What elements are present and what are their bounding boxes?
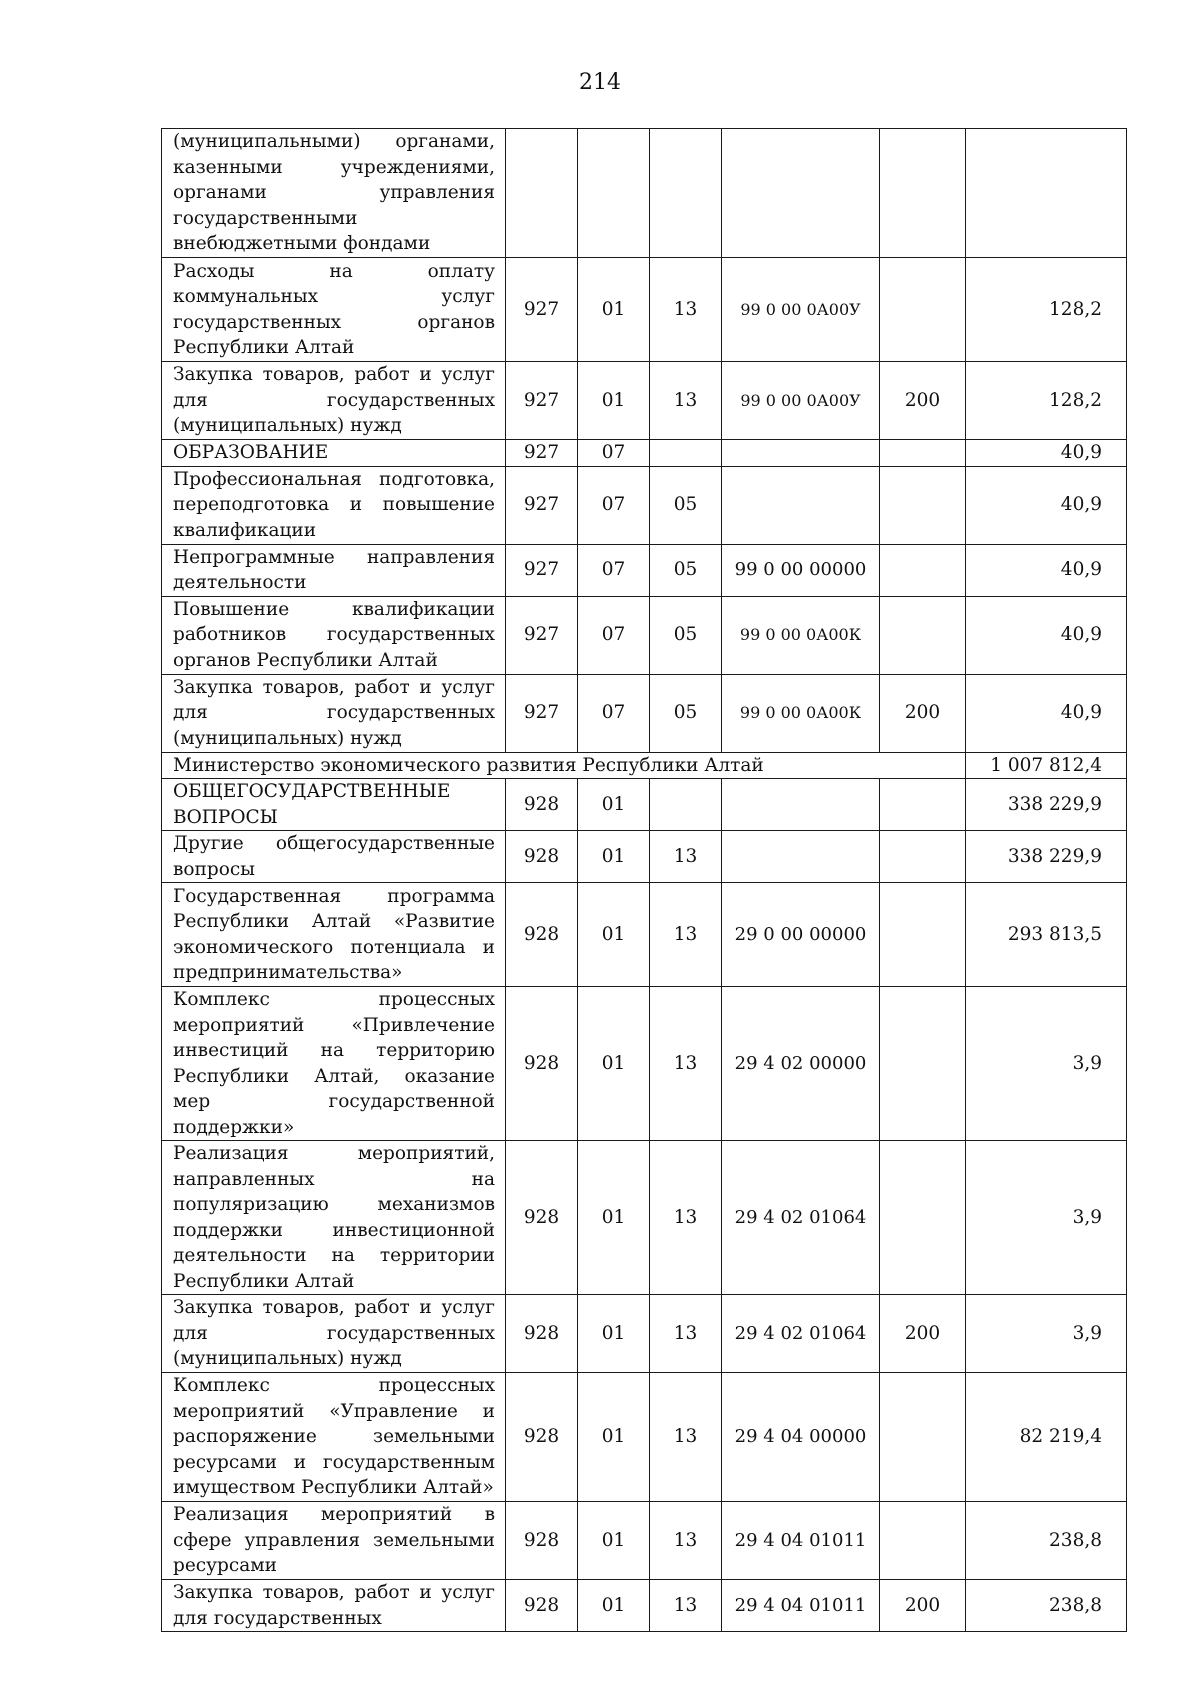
table-row xyxy=(162,596,1127,674)
cell-grbs: 928 xyxy=(506,831,578,883)
cell-name: Закупка товаров, работ и услуг для государственных (муниципальных) нужд xyxy=(162,674,506,752)
cell-name: Министерство экономического развития Республики Алтай xyxy=(162,752,966,779)
cell-csr: 29 4 02 01064 xyxy=(722,1295,880,1373)
cell-name: Комплекс процессных мероприятий «Управление и распоряжение земельными ресурсами и государственным имуществом Республики Алтай» xyxy=(162,1373,506,1502)
cell-name: Непрограммные направления деятельности xyxy=(162,544,506,596)
cell-pr: 13 xyxy=(650,258,722,362)
cell-csr: 99 0 00 00000 xyxy=(722,544,880,596)
cell-sum: 40,9 xyxy=(966,596,1127,674)
cell-name: Реализация мероприятий в сфере управления земельными ресурсами xyxy=(162,1502,506,1580)
cell-name: (муниципальными) органами, казенными учреждениями, органами управления государственными внебюджетными фондами xyxy=(162,129,506,258)
table-row xyxy=(162,779,1127,831)
cell-rz: 07 xyxy=(578,674,650,752)
cell-grbs: 928 xyxy=(506,883,578,987)
cell-pr: 13 xyxy=(650,1502,722,1580)
cell-csr: 29 4 04 01011 xyxy=(722,1502,880,1580)
cell-grbs: 928 xyxy=(506,1373,578,1502)
cell-csr: 29 4 04 00000 xyxy=(722,1373,880,1502)
cell-sum: 40,9 xyxy=(966,466,1127,544)
cell-sum: 238,8 xyxy=(966,1580,1127,1632)
cell-sum: 338 229,9 xyxy=(966,831,1127,883)
cell-grbs: 928 xyxy=(506,987,578,1141)
cell-rz: 01 xyxy=(578,258,650,362)
cell-rz: 01 xyxy=(578,831,650,883)
cell-rz: 07 xyxy=(578,544,650,596)
cell-grbs xyxy=(506,129,578,258)
table-row xyxy=(162,752,1127,779)
cell-name: Другие общегосударственные вопросы xyxy=(162,831,506,883)
cell-sum: 128,2 xyxy=(966,362,1127,440)
cell-pr xyxy=(650,440,722,467)
cell-sum: 40,9 xyxy=(966,440,1127,467)
table-row xyxy=(162,1502,1127,1580)
table-row xyxy=(162,129,1127,258)
cell-csr: 29 4 02 00000 xyxy=(722,987,880,1141)
cell-sum: 3,9 xyxy=(966,987,1127,1141)
cell-name: Реализация мероприятий, направленных на популяризацию механизмов поддержки инвестиционной деятельности на территории Республики Алтай xyxy=(162,1141,506,1295)
page-number: 214 xyxy=(579,70,621,95)
cell-vr: 200 xyxy=(880,1580,966,1632)
cell-csr: 99 0 00 0А00У xyxy=(722,258,880,362)
cell-rz: 01 xyxy=(578,1373,650,1502)
cell-name: Закупка товаров, работ и услуг для государственных (муниципальных) нужд xyxy=(162,1295,506,1373)
cell-grbs: 927 xyxy=(506,466,578,544)
cell-pr: 05 xyxy=(650,544,722,596)
cell-vr xyxy=(880,779,966,831)
cell-grbs: 928 xyxy=(506,1295,578,1373)
table-row xyxy=(162,674,1127,752)
cell-pr: 05 xyxy=(650,596,722,674)
table-row xyxy=(162,1295,1127,1373)
cell-grbs: 927 xyxy=(506,258,578,362)
table-row xyxy=(162,258,1127,362)
cell-rz: 01 xyxy=(578,1295,650,1373)
budget-table xyxy=(161,128,1127,1632)
cell-sum: 293 813,5 xyxy=(966,883,1127,987)
cell-rz xyxy=(578,129,650,258)
cell-vr xyxy=(880,440,966,467)
table-row xyxy=(162,362,1127,440)
cell-rz: 07 xyxy=(578,466,650,544)
cell-csr: 29 4 04 01011 xyxy=(722,1580,880,1632)
cell-pr xyxy=(650,129,722,258)
cell-grbs: 927 xyxy=(506,596,578,674)
cell-vr: 200 xyxy=(880,362,966,440)
cell-grbs: 928 xyxy=(506,1502,578,1580)
cell-name: Комплекс процессных мероприятий «Привлечение инвестиций на территорию Республики Алтай, оказание мер государственной поддержки» xyxy=(162,987,506,1141)
cell-name: Профессиональная подготовка, переподготовка и повышение квалификации xyxy=(162,466,506,544)
cell-vr xyxy=(880,831,966,883)
cell-pr: 13 xyxy=(650,1580,722,1632)
cell-vr: 200 xyxy=(880,1295,966,1373)
cell-vr xyxy=(880,883,966,987)
cell-rz: 01 xyxy=(578,987,650,1141)
cell-rz: 01 xyxy=(578,1141,650,1295)
budget-table-body xyxy=(162,129,1127,1632)
table-row xyxy=(162,1373,1127,1502)
table-row xyxy=(162,831,1127,883)
cell-pr xyxy=(650,779,722,831)
cell-sum: 40,9 xyxy=(966,544,1127,596)
cell-sum: 40,9 xyxy=(966,674,1127,752)
table-row xyxy=(162,544,1127,596)
cell-csr xyxy=(722,440,880,467)
cell-csr xyxy=(722,466,880,544)
cell-vr xyxy=(880,1141,966,1295)
cell-pr: 05 xyxy=(650,466,722,544)
cell-vr xyxy=(880,1373,966,1502)
cell-csr: 99 0 00 0А00У xyxy=(722,362,880,440)
cell-name: Повышение квалификации работников государственных органов Республики Алтай xyxy=(162,596,506,674)
table-row xyxy=(162,466,1127,544)
cell-csr xyxy=(722,831,880,883)
cell-pr: 13 xyxy=(650,883,722,987)
cell-sum xyxy=(966,129,1127,258)
cell-grbs: 928 xyxy=(506,1141,578,1295)
cell-rz: 01 xyxy=(578,1580,650,1632)
table-row xyxy=(162,883,1127,987)
cell-vr: 200 xyxy=(880,674,966,752)
cell-sum: 3,9 xyxy=(966,1141,1127,1295)
cell-name: Расходы на оплату коммунальных услуг государственных органов Республики Алтай xyxy=(162,258,506,362)
cell-pr: 13 xyxy=(650,1295,722,1373)
cell-vr xyxy=(880,987,966,1141)
cell-vr xyxy=(880,596,966,674)
cell-name: Закупка товаров, работ и услуг для государственных (муниципальных) нужд xyxy=(162,362,506,440)
cell-grbs: 928 xyxy=(506,779,578,831)
table-row xyxy=(162,1141,1127,1295)
cell-csr: 29 0 00 00000 xyxy=(722,883,880,987)
cell-name: Государственная программа Республики Алтай «Развитие экономического потенциала и предпринимательства» xyxy=(162,883,506,987)
cell-sum: 1 007 812,4 xyxy=(966,752,1127,779)
cell-pr: 13 xyxy=(650,1373,722,1502)
cell-grbs: 927 xyxy=(506,362,578,440)
cell-pr: 13 xyxy=(650,987,722,1141)
cell-sum: 82 219,4 xyxy=(966,1373,1127,1502)
cell-grbs: 927 xyxy=(506,440,578,467)
cell-name: ОБЩЕГОСУДАРСТВЕННЫЕ ВОПРОСЫ xyxy=(162,779,506,831)
cell-sum: 238,8 xyxy=(966,1502,1127,1580)
cell-csr: 29 4 02 01064 xyxy=(722,1141,880,1295)
cell-vr xyxy=(880,1502,966,1580)
cell-pr: 13 xyxy=(650,362,722,440)
cell-rz: 01 xyxy=(578,1502,650,1580)
cell-grbs: 928 xyxy=(506,1580,578,1632)
cell-sum: 338 229,9 xyxy=(966,779,1127,831)
cell-pr: 13 xyxy=(650,1141,722,1295)
cell-csr: 99 0 00 0А00К xyxy=(722,596,880,674)
cell-vr xyxy=(880,544,966,596)
cell-rz: 01 xyxy=(578,362,650,440)
cell-grbs: 927 xyxy=(506,544,578,596)
table-row xyxy=(162,987,1127,1141)
cell-grbs: 927 xyxy=(506,674,578,752)
cell-vr xyxy=(880,466,966,544)
table-row xyxy=(162,1580,1127,1632)
cell-csr xyxy=(722,779,880,831)
cell-rz: 01 xyxy=(578,883,650,987)
cell-vr xyxy=(880,258,966,362)
cell-pr: 13 xyxy=(650,831,722,883)
cell-sum: 128,2 xyxy=(966,258,1127,362)
cell-csr: 99 0 00 0А00К xyxy=(722,674,880,752)
cell-name: ОБРАЗОВАНИЕ xyxy=(162,440,506,467)
cell-rz: 07 xyxy=(578,596,650,674)
cell-rz: 01 xyxy=(578,779,650,831)
cell-rz: 07 xyxy=(578,440,650,467)
table-row xyxy=(162,440,1127,467)
cell-vr xyxy=(880,129,966,258)
cell-pr: 05 xyxy=(650,674,722,752)
cell-csr xyxy=(722,129,880,258)
cell-sum: 3,9 xyxy=(966,1295,1127,1373)
cell-name: Закупка товаров, работ и услуг для государственных xyxy=(162,1580,506,1632)
